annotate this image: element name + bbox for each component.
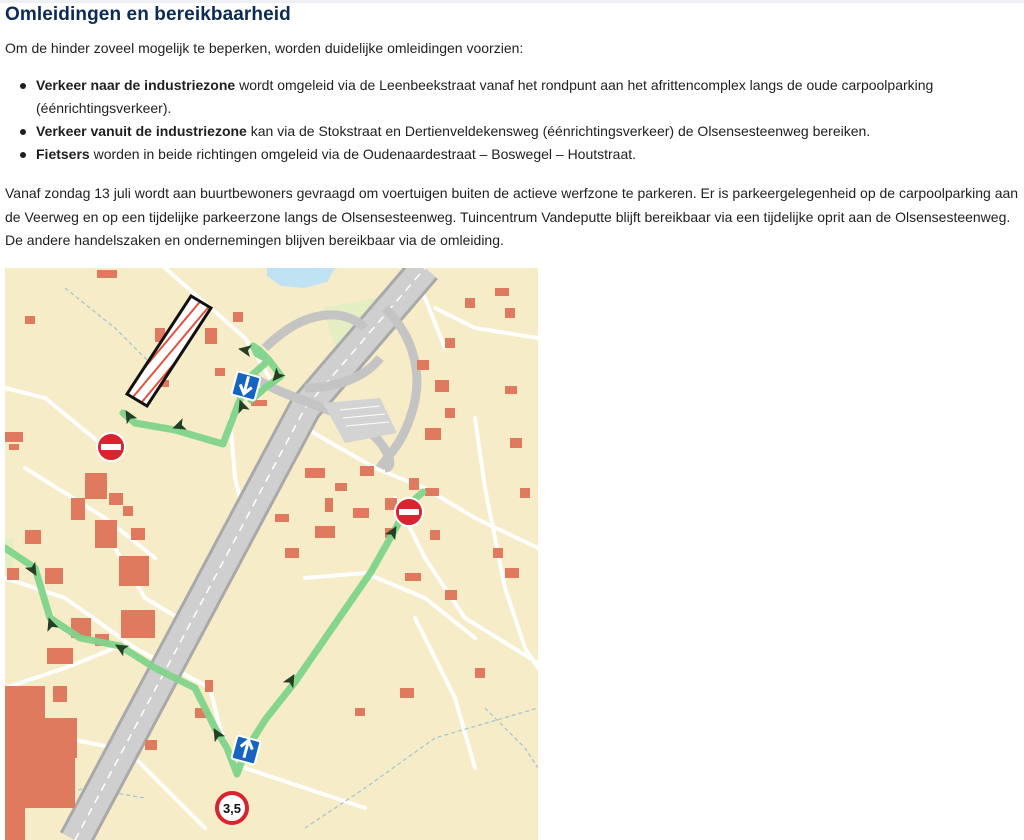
detour-item-text: wordt omgeleid via de Leenbeekstraat vanaf het rondpunt aan het afrittencomplex langs de oude carpoolparking (éénrichtingsverkeer).	[36, 77, 934, 116]
intro-text: Om de hinder zoveel mogelijk te beperken, worden duidelijke omleidingen voorzien:	[5, 40, 524, 56]
top-border	[0, 0, 1024, 3]
no-entry-sign-west[interactable]	[97, 433, 125, 461]
detour-item-title: Verkeer naar de industriezone	[36, 77, 236, 93]
detour-item-industry-outbound	[5, 120, 1005, 143]
detour-item-industry-inbound	[5, 74, 1005, 120]
detour-item-text: kan via de Stokstraat en Dertienveldekensweg (éénrichtingsverkeer) de Olsensesteenweg bereiken.	[246, 123, 871, 139]
parking-info-paragraph: Vanaf zondag 13 juli wordt aan buurtbewoners gevraagd om voertuigen buiten de actieve werfzone te parkeren. Er is parkeergelegenheid op de carpoolparking aan de Veerweg en op een tijdelijke parkeerzone langs de Olsensesteenweg. Tuincentrum Vandeputte blijft bereikbaar via een tijdelijke oprit aan de Olsensesteenweg. De andere handelszaken en ondernemingen blijven bereikbaar via de omleiding.	[5, 185, 1019, 248]
detour-map-svg	[5, 268, 538, 840]
detour-item-title: Fietsers	[36, 146, 90, 162]
detour-item-title: Verkeer vanuit de industriezone	[36, 123, 247, 139]
weight-limit-label: 3,5	[222, 801, 242, 816]
one-way-sign-north[interactable]	[231, 371, 260, 400]
section-title: Omleidingen en bereikbaarheid	[5, 4, 291, 25]
detour-map[interactable]	[5, 268, 538, 840]
detour-item-text: worden in beide richtingen omgeleid via de Oudenaardestraat – Boswegel – Houtstraat.	[89, 146, 637, 162]
no-entry-sign-east[interactable]	[395, 498, 423, 526]
detour-list	[5, 74, 1005, 166]
map-land	[5, 268, 538, 840]
one-way-sign-south[interactable]	[231, 735, 260, 764]
detour-item-cyclists	[5, 143, 1005, 166]
weight-limit-sign[interactable]	[217, 793, 247, 823]
